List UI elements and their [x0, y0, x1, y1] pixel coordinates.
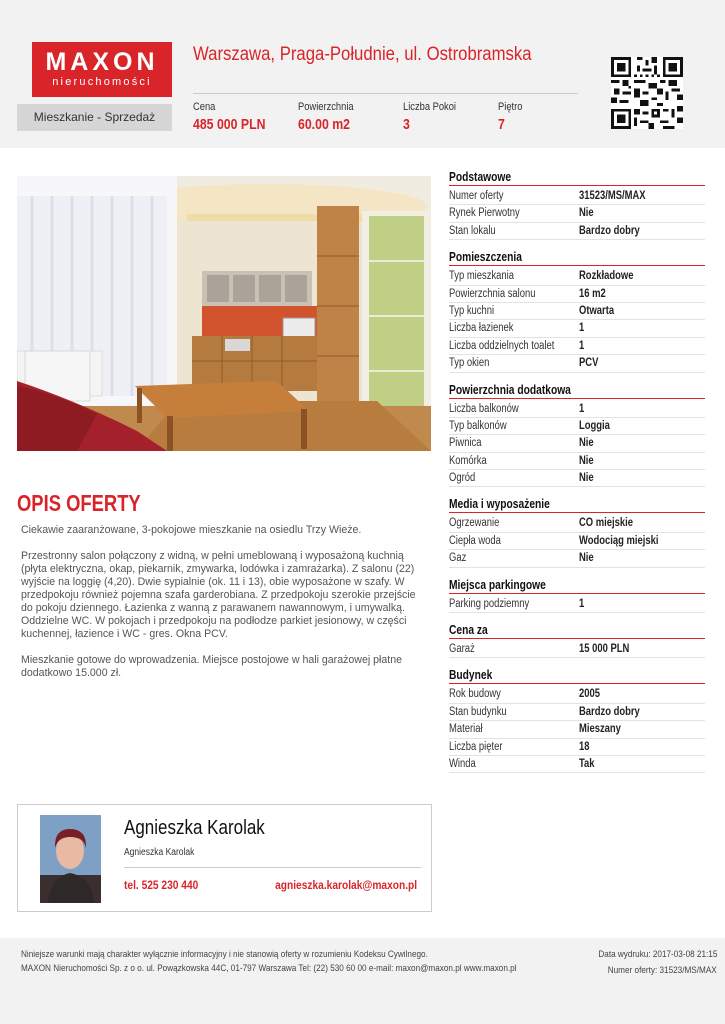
section-title-text: Media i wyposażenie — [449, 497, 550, 512]
details-section — [449, 623, 705, 658]
listing-type-badge: Mieszkanie - Sprzedaż — [17, 104, 172, 131]
detail-value: Rozkładowe — [579, 270, 634, 283]
agent-email-link[interactable]: agnieszka.karolak@maxon.pl — [274, 878, 417, 892]
agent-photo — [40, 815, 101, 903]
section-title — [449, 578, 705, 594]
detail-row — [449, 515, 705, 532]
details-panel — [449, 170, 705, 783]
details-section — [449, 250, 705, 372]
detail-value: 15 000 PLN — [579, 643, 630, 656]
detail-label: Typ mieszkania — [449, 270, 514, 283]
detail-label: Ogrzewanie — [449, 517, 500, 530]
detail-value: Nie — [579, 207, 594, 220]
detail-value: 16 m2 — [579, 287, 606, 300]
detail-label: Piwnica — [449, 437, 482, 450]
detail-row — [449, 739, 705, 756]
details-section — [449, 383, 705, 488]
details-section — [449, 497, 705, 567]
detail-row — [449, 756, 705, 773]
detail-row — [449, 188, 705, 205]
detail-value: 2005 — [579, 688, 600, 701]
detail-value: 1 — [579, 402, 585, 415]
detail-label: Komórka — [449, 454, 487, 467]
section-title — [449, 250, 705, 266]
detail-row — [449, 550, 705, 567]
detail-row — [449, 418, 705, 435]
detail-value: Nie — [579, 437, 594, 450]
section-title — [449, 383, 705, 399]
detail-label: Parking podziemny — [449, 597, 530, 610]
section-title — [449, 497, 705, 513]
detail-label: Gaz — [449, 552, 467, 565]
offer-description — [21, 524, 429, 693]
detail-row — [449, 704, 705, 721]
stat-area — [298, 101, 363, 133]
footer-print-date: Data wydruku: 2017-03-08 21:15 — [597, 949, 717, 960]
logo-name: MAXON — [45, 48, 159, 76]
section-title — [449, 170, 705, 186]
detail-label: Powierzchnia salonu — [449, 287, 536, 300]
detail-value: Otwarta — [579, 304, 615, 317]
stat-value: 7 — [498, 116, 505, 133]
header — [0, 0, 725, 148]
details-section — [449, 668, 705, 773]
detail-label: Materiał — [449, 723, 483, 736]
qr-code-icon[interactable] — [611, 57, 683, 129]
footer-disclaimer: Niniejsze warunki mają charakter wyłącznie informacyjny i nie stanowią oferty w rozumieniu Kodeksu Cywilnego. — [21, 949, 428, 960]
detail-label: Typ kuchni — [449, 304, 495, 317]
agent-phone-link[interactable]: tel. 525 230 440 — [124, 878, 199, 892]
detail-row — [449, 268, 705, 285]
detail-value: 1 — [579, 597, 585, 610]
stat-label: Cena — [193, 101, 216, 113]
detail-row — [449, 205, 705, 222]
listing-title: Warszawa, Praga-Południe, ul. Ostrobramska — [193, 44, 532, 65]
agent-subtitle: Agnieszka Karolak — [124, 847, 195, 858]
footer-offer-number: Numer oferty: 31523/MS/MAX — [608, 965, 717, 976]
detail-value: Nie — [579, 472, 594, 485]
detail-value: 1 — [579, 339, 585, 352]
offer-paragraph: Mieszkanie gotowe do wprowadzenia. Miejsce postojowe w hali garażowej płatne dodatkowo 15.000 zł. — [21, 654, 402, 679]
detail-row — [449, 470, 705, 487]
detail-row — [449, 596, 705, 613]
offer-paragraph: Przestronny salon połączony z widną, w pełni umeblowaną i wyposażoną kuchnią (płyta elektryczna, okap, piekarnik, zmywarka, lodówka i zamrażarka). Z salonu (22) wyjście na loggię (4,20). Dwie sypialnie (ok. 11 i 13), obie wyposażone w szafy. W przedpokoju również pojemna szafa garderobiana. Z przedpokoju szerokie przejście do pokoju dziennego. Łazienka z wanną z parawanem nawannowym, i umywalką. Oddzielne WC. W pokojach i przedpokoju na podłodze parkiet jesionowy, w części kuchennej, łazience i WC - gres. Okna PCV. — [21, 550, 416, 640]
section-title-text: Miejsca parkingowe — [449, 577, 546, 592]
details-section — [449, 170, 705, 240]
section-title — [449, 668, 705, 684]
detail-row — [449, 303, 705, 320]
detail-label: Stan budynku — [449, 705, 507, 718]
detail-value: Bardzo dobry — [579, 224, 640, 237]
detail-value: CO miejskie — [579, 517, 633, 530]
stat-value: 3 — [403, 116, 410, 133]
divider — [124, 867, 421, 868]
detail-label: Liczba oddzielnych toalet — [449, 339, 555, 352]
detail-label: Rynek Pierwotny — [449, 207, 520, 220]
divider — [193, 93, 578, 94]
detail-label: Rok budowy — [449, 688, 501, 701]
detail-row — [449, 533, 705, 550]
detail-value: Mieszany — [579, 723, 621, 736]
footer-company-info: MAXON Nieruchomości Sp. z o o. ul. Powązkowska 44C, 01-797 Warszawa Tel: (22) 530 60 00 e-mail: maxon@maxon.pl www.maxon.pl — [21, 963, 517, 974]
stat-value: 485 000 PLN — [193, 116, 266, 133]
detail-value: Loggia — [579, 419, 610, 432]
detail-value: 18 — [579, 740, 590, 753]
detail-label: Winda — [449, 757, 476, 770]
details-section — [449, 578, 705, 613]
detail-row — [449, 641, 705, 658]
detail-label: Typ okien — [449, 357, 490, 370]
detail-row — [449, 721, 705, 738]
section-title-text: Budynek — [449, 668, 493, 683]
detail-label: Liczba pięter — [449, 740, 503, 753]
stat-label: Powierzchnia — [298, 101, 354, 113]
stat-floor — [498, 101, 527, 133]
detail-label: Ogród — [449, 472, 476, 485]
section-title — [449, 623, 705, 639]
section-title-text: Podstawowe — [449, 170, 512, 184]
detail-row — [449, 286, 705, 303]
detail-label: Ciepła woda — [449, 534, 501, 547]
section-title-text: Powierzchnia dodatkowa — [449, 382, 571, 397]
detail-value: 31523/MS/MAX — [579, 190, 646, 202]
stat-price — [193, 101, 281, 133]
stat-value: 60.00 m2 — [298, 116, 350, 133]
offer-paragraph: Ciekawie zaaranżowane, 3-pokojowe mieszkanie na osiedlu Trzy Wieże. — [21, 524, 362, 536]
logo-tagline: nieruchomości — [52, 76, 152, 88]
detail-value: Bardzo dobry — [579, 705, 640, 718]
detail-label: Numer oferty — [449, 190, 504, 202]
footer — [0, 938, 725, 1024]
detail-value: Wodociąg miejski — [579, 534, 659, 547]
detail-row — [449, 401, 705, 418]
stat-label: Piętro — [498, 101, 523, 113]
detail-row — [449, 355, 705, 372]
detail-row — [449, 320, 705, 337]
stat-rooms — [403, 101, 465, 133]
agent-name: Agnieszka Karolak — [124, 817, 265, 839]
detail-label: Stan lokalu — [449, 224, 496, 237]
maxon-logo[interactable] — [32, 42, 172, 97]
agent-card — [17, 804, 432, 912]
detail-label: Typ balkonów — [449, 419, 507, 432]
kitchen-living-room-photo — [17, 176, 431, 451]
detail-value: 1 — [579, 322, 585, 335]
detail-label: Liczba łazienek — [449, 322, 514, 335]
detail-row — [449, 435, 705, 452]
section-title-text: Cena za — [449, 623, 488, 638]
detail-row — [449, 338, 705, 355]
detail-row — [449, 686, 705, 703]
offer-title: OPIS OFERTY — [17, 490, 141, 516]
detail-label: Liczba balkonów — [449, 402, 519, 415]
detail-value: Nie — [579, 454, 594, 467]
section-title-text: Pomieszczenia — [449, 250, 522, 265]
detail-value: PCV — [579, 357, 599, 370]
detail-value: Nie — [579, 552, 594, 565]
stat-label: Liczba Pokoi — [403, 101, 457, 113]
detail-label: Garaż — [449, 643, 475, 656]
detail-row — [449, 453, 705, 470]
detail-row — [449, 223, 705, 240]
detail-value: Tak — [579, 757, 595, 770]
